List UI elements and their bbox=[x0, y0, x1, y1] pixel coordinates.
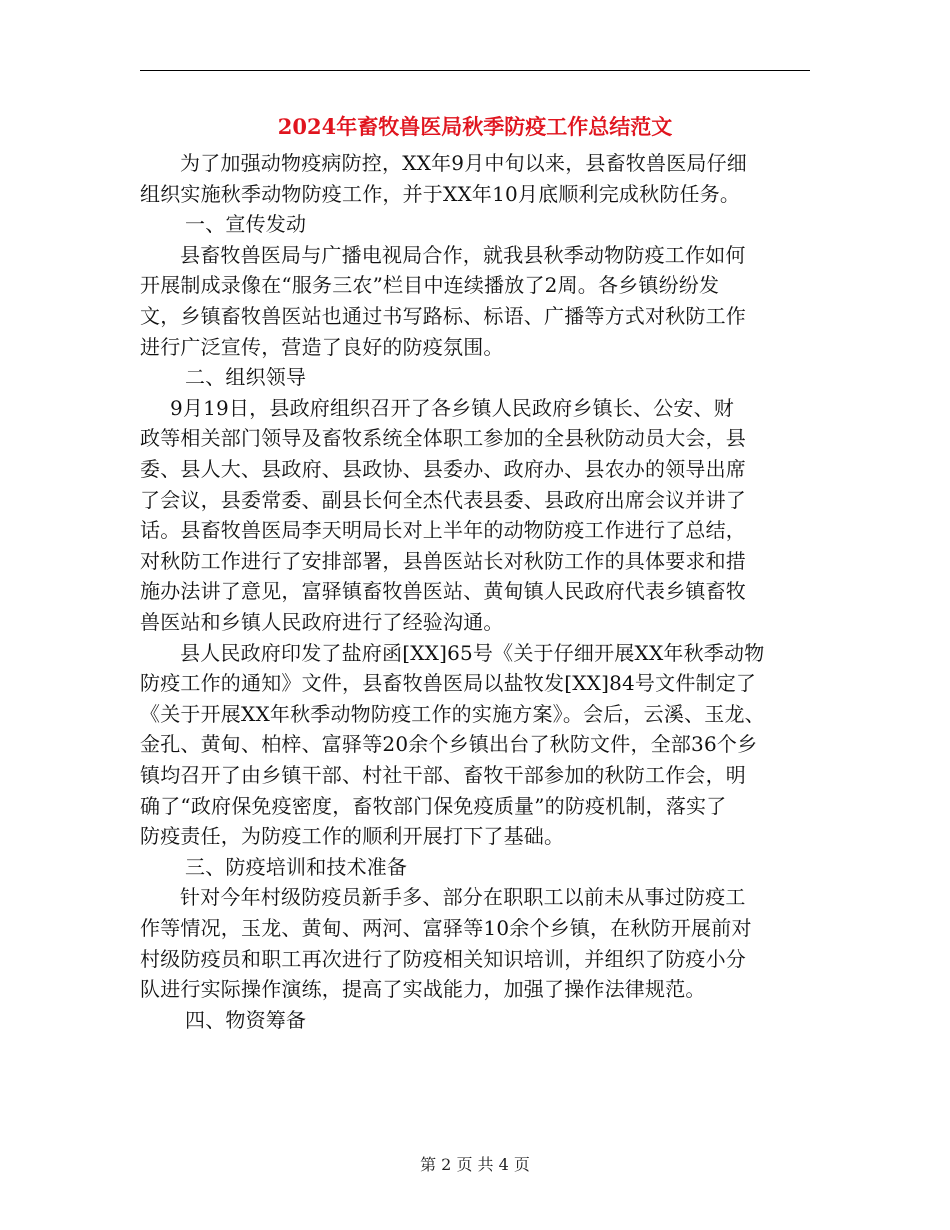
paragraph-line: 兽医站和乡镇人民政府进行了经验沟通。 bbox=[140, 610, 504, 634]
paragraph-line: 确了“政府保免疫密度，畜牧部门保免疫质量”的防疫机制，落实了 bbox=[140, 793, 727, 818]
paragraph-line: 文，乡镇畜牧兽医站也通过书写路标、标语、广播等方式对秋防工作 bbox=[140, 304, 746, 328]
paragraph-line: 《关于开展XX年秋季动物防疫工作的实施方案》。会后，云溪、玉龙、 bbox=[140, 701, 765, 726]
paragraph-line: 组织实施秋季动物防疫工作，并于XX年10月底顺利完成秋防任务。 bbox=[140, 181, 741, 206]
paragraph-line: 施办法讲了意见，富驿镇畜牧兽医站、黄甸镇人民政府代表乡镇畜牧 bbox=[140, 579, 746, 604]
paragraph-line: 防疫责任，为防疫工作的顺利开展打下了基础。 bbox=[140, 824, 565, 849]
paragraph-line: 为了加强动物疫病防控，XX年9月中旬以来，县畜牧兽医局仔细 bbox=[180, 151, 748, 175]
paragraph-line: 对秋防工作进行了安排部署，县兽医站长对秋防工作的具体要求和措 bbox=[140, 548, 746, 573]
paragraph-line: 话。县畜牧兽医局李天明局长对上半年的动物防疫工作进行了总结， bbox=[140, 518, 746, 543]
paragraph-line: 队进行实际操作演练，提高了实战能力，加强了操作法律规范。 bbox=[140, 977, 706, 1002]
section-heading: 一、宣传发动 bbox=[185, 212, 307, 237]
paragraph-line: 镇均召开了由乡镇干部、村社干部、畜牧干部参加的秋防工作会，明 bbox=[140, 763, 746, 787]
paragraph-line: 了会议，县委常委、副县长何全杰代表县委、县政府出席会议并讲了 bbox=[140, 487, 746, 512]
paragraph-line: 金孔、黄甸、柏梓、富驿等20余个乡镇出台了秋防文件，全部36个乡 bbox=[140, 732, 758, 757]
paragraph-line: 针对今年村级防疫员新手多、部分在职职工以前未从事过防疫工 bbox=[180, 885, 746, 910]
paragraph-line: 作等情况，玉龙、黄甸、两河、富驿等10余个乡镇，在秋防开展前对 bbox=[140, 916, 752, 940]
section-heading: 二、组织领导 bbox=[185, 365, 307, 390]
paragraph-line: 9月19日，县政府组织召开了各乡镇人民政府乡镇长、公安、财 bbox=[170, 395, 734, 420]
section-heading: 四、物资筹备 bbox=[185, 1007, 307, 1032]
section-heading: 三、防疫培训和技术准备 bbox=[185, 854, 408, 879]
paragraph-line: 开展制成录像在“服务三农”栏目中连续播放了2周。各乡镇纷纷发 bbox=[140, 273, 720, 298]
paragraph-line: 进行广泛宣传，营造了良好的防疫氛围。 bbox=[140, 334, 504, 359]
header-rule bbox=[140, 70, 810, 71]
paragraph-line: 县人民政府印发了盐府函[XX]65号《关于仔细开展XX年秋季动物 bbox=[180, 640, 765, 665]
document-title: 2024年畜牧兽医局秋季防疫工作总结范文 bbox=[277, 114, 673, 139]
paragraph-line: 县畜牧兽医局与广播电视局合作，就我县秋季动物防疫工作如何 bbox=[180, 242, 746, 267]
page-number: 第 2 页 共 4 页 bbox=[420, 1155, 530, 1174]
paragraph-line: 政等相关部门领导及畜牧系统全体职工参加的全县秋防动员大会，县 bbox=[140, 426, 746, 451]
paragraph-line: 防疫工作的通知》文件，县畜牧兽医局以盐牧发[XX]84号文件制定了 bbox=[140, 671, 757, 696]
paragraph-line: 村级防疫员和职工再次进行了防疫相关知识培训，并组织了防疫小分 bbox=[140, 946, 746, 971]
paragraph-line: 委、县人大、县政府、县政协、县委办、政府办、县农办的领导出席 bbox=[140, 457, 746, 481]
